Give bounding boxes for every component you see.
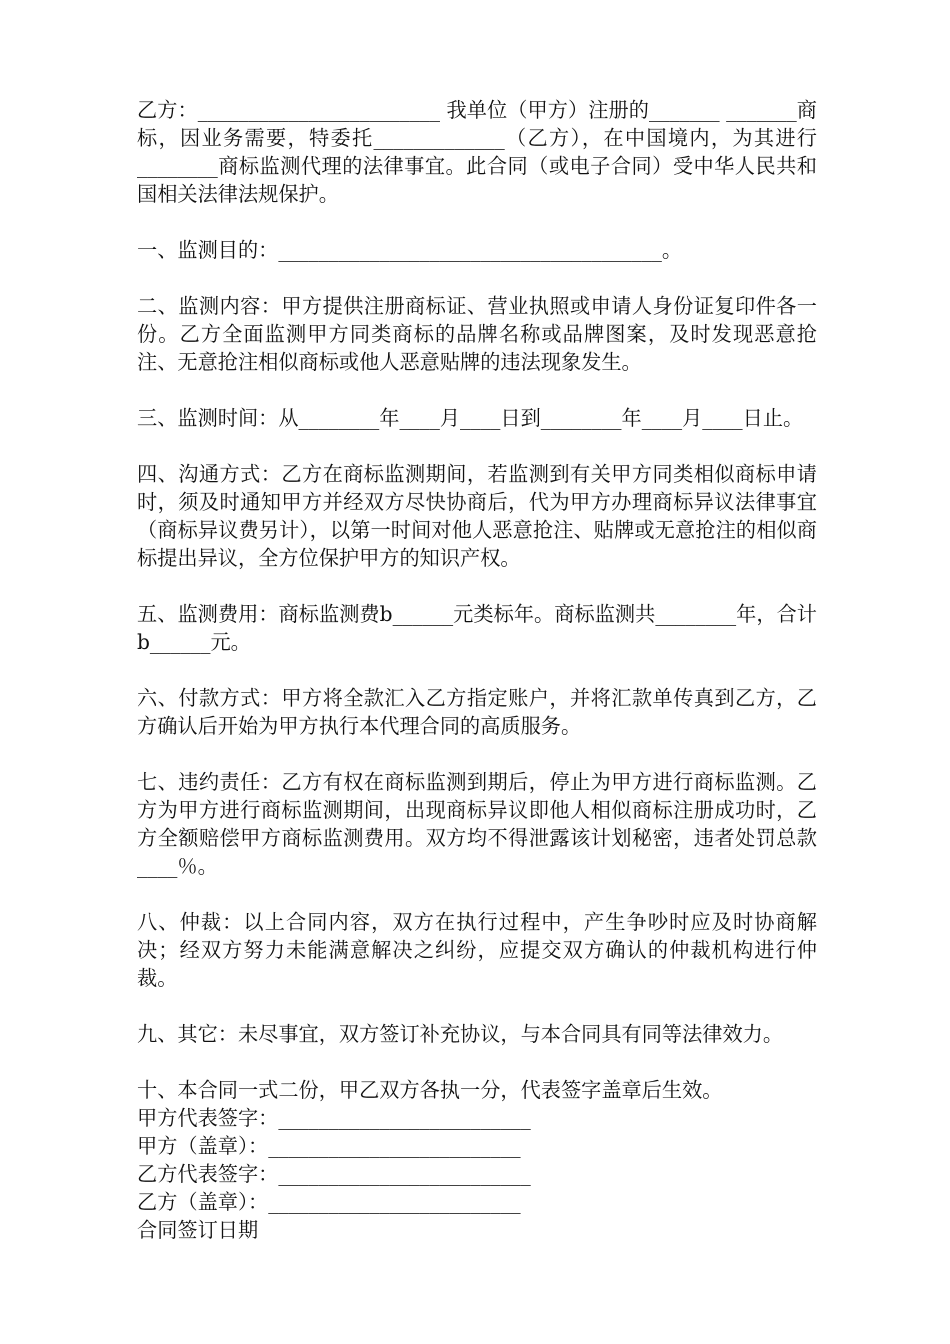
clause-1-purpose: 一、监测目的：______________________________________。 [137,238,683,262]
clause-4-communication: 四、沟通方式：乙方在商标监测期间，若监测到有关甲方同类相似商标申请时，须及时通知甲方并经双方尽快协商后，代为甲方办理商标异议法律事宜（商标异议费另计），以第一时间对他人恶意抢注、贴牌或无意抢注的相似商标提出异议，全方位保护甲方的知识产权。 [137,462,817,570]
clause-6-payment: 六、付款方式：甲方将全款汇入乙方指定账户，并将汇款单传真到乙方，乙方确认后开始为甲方执行本代理合同的高质服务。 [137,686,817,738]
party-a-seal-line: 甲方（盖章）：_________________________ [137,1134,521,1158]
party-a-rep-signature-line: 甲方代表签字：_________________________ [137,1106,531,1130]
clause-5-fees: 五、监测费用：商标监测费b______元类标年。商标监测共________年，合计b______元。 [137,602,817,654]
clause-3-time: 三、监测时间：从________年____月____日到________年____月____日止。 [137,406,804,430]
clause-10-copies: 十、本合同一式二份，甲乙双方各执一分，代表签字盖章后生效。 [137,1078,723,1102]
signature-block [137,1104,817,1244]
contract-page [137,96,817,1244]
clause-7-liability: 七、违约责任：乙方有权在商标监测到期后，停止为甲方进行商标监测。乙方为甲方进行商标监测期间，出现商标异议即他人相似商标注册成功时，乙方全额赔偿甲方商标监测费用。双方均不得泄露该计划秘密，违者处罚总款____％。 [137,770,817,878]
clause-9-other: 九、其它：未尽事宜，双方签订补充协议，与本合同具有同等法律效力。 [137,1022,784,1046]
clause-2-content: 二、监测内容：甲方提供注册商标证、营业执照或申请人身份证复印件各一份。乙方全面监测甲方同类商标的品牌名称或品牌图案，及时发现恶意抢注、无意抢注相似商标或他人恶意贴牌的违法现象发生。 [137,294,817,374]
intro-paragraph: 乙方：________________________ 我单位（甲方）注册的_______ _______商标，因业务需要，特委托_____________（乙方），在中国境内，为其进行________商标监测代理的法律事宜。此合同（或电子合同）受中华人民共和国相关法律法规保护。 [137,98,817,206]
signing-date-line: 合同签订日期 [137,1218,259,1242]
party-b-seal-line: 乙方（盖章）：_________________________ [137,1190,521,1214]
party-b-rep-signature-line: 乙方代表签字：_________________________ [137,1162,531,1186]
clause-8-arbitration: 八、仲裁：以上合同内容，双方在执行过程中，产生争吵时应及时协商解决；经双方努力未能满意解决之纠纷，应提交双方确认的仲裁机构进行仲裁。 [137,910,817,990]
